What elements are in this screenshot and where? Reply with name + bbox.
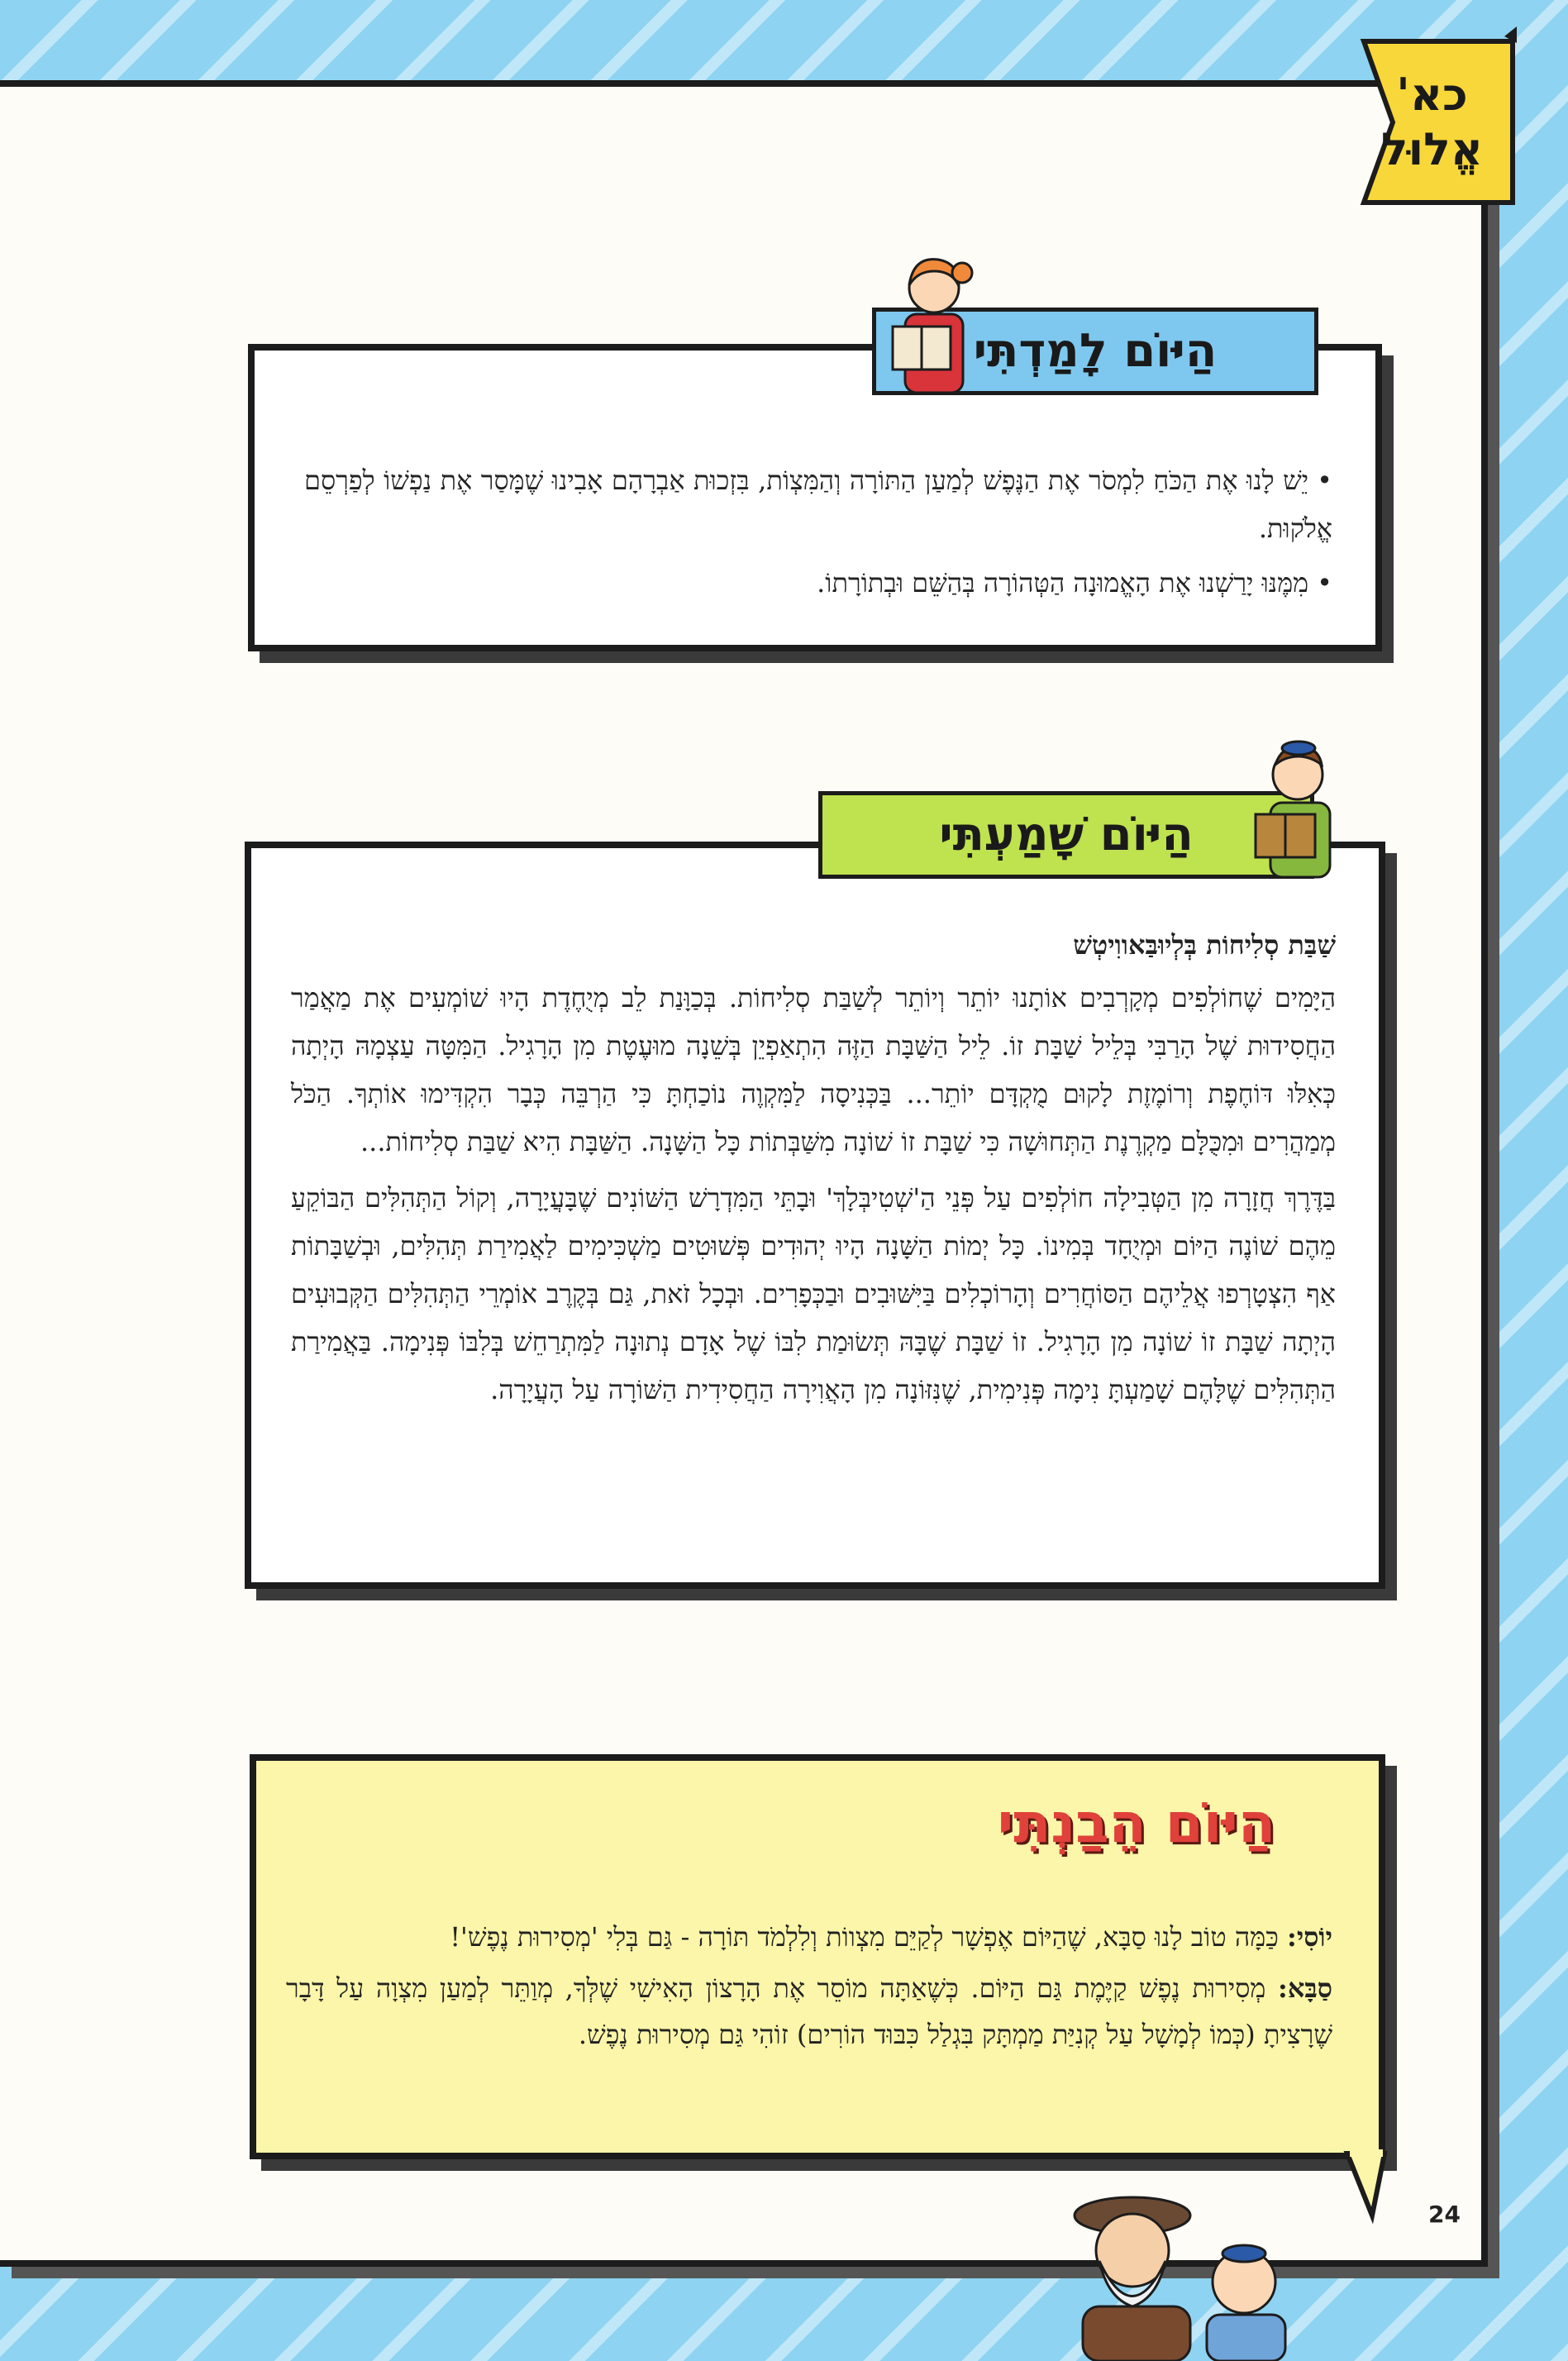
dialogue-text: מְסִירוּת נֶפֶשׁ קַיֶּמֶת גַּם הַיּוֹם. כְּשֶׁאַתָּה מוֹסֵר אֶת הָרָצוֹן הָאִישִׁי שֶׁלְּךָ, מְוַתֵּר לְמַעַן מִצְוָה עַל דָּבָר שֶׁרָצִיתָ (כְּמוֹ לְמָשָׁל עַל קְנִיַּת מַמְתָּק בִּגְלַל כִּבּוּד הוֹרִים) זוֹהִי גַּם מְסִירוּת נֶפֶשׁ. [286, 1972, 1332, 2050]
learned-bullets [304, 456, 1332, 613]
bullet-icon: • [1317, 465, 1332, 496]
date-day: כא' [1396, 69, 1468, 121]
heard-title: הַיּוֹם שָׁמַעְתִּי [939, 808, 1194, 861]
list-item [304, 559, 1332, 607]
heard-box [245, 842, 1385, 1589]
understood-title: הַיּוֹם הֵבַנְתִּי [997, 1791, 1276, 1855]
page-number: 24 [1428, 2201, 1461, 2228]
learned-title: הַיּוֹם לָמַדְתִּי [973, 324, 1218, 378]
heard-title-banner [818, 791, 1314, 879]
date-ribbon-text [1364, 68, 1500, 177]
bullet-icon: • [1317, 567, 1332, 599]
grandfather-and-boy-icon [1066, 2182, 1306, 2361]
list-item [304, 456, 1332, 552]
dialogue-line [286, 1965, 1332, 2058]
story-paragraph: בַּדֶּרֶךְ חֲזָרָה מִן הַטְּבִילָה חוֹלְפִים עַל פְּנֵי הַ'שְׁטִיבְּלָךְ' וּבָתֵּי הַמִּדְרָשׁ הַשּׁוֹנִים שֶׁבָּעֲיָרָה, וְקוֹל הַתְּהִלִּים הַבּוֹקֵעַ מֵהֶם שׁוֹנֶה הַיּוֹם וּמְיֻחָד בְּמִינוֹ. כָּל יְמוֹת הַשָּׁנָה הָיוּ יְהוּדִים פְּשׁוּטִים מַשְׁכִּימִים לַאֲמִירַת תְּהִלִּים, וּבְשַׁבָּתוֹת אַף הִצְטָרְפוּ אֲלֵיהֶם הַסּוֹחֲרִים וְהָרוֹכְלִים בַּיִּשּׁוּבִים וּבַכְּפָרִים. וּבְכָל זֹאת, גַּם בְּקֶרֶב אוֹמְרֵי הַתְּהִלִּים הַקְּבוּעִים הָיְתָה שַׁבָּת זוֹ שׁוֹנָה מִן הָרָגִיל. זוֹ שַׁבָּת שֶׁבָּהּ תְּשׂוּמַת לִבּוֹ שֶׁל אָדָם נְתוּנָה לַמִּתְרַחֵשׁ בְּלִבּוֹ פְּנִימָה. בַּאֲמִירַת הַתְּהִלִּים שֶׁלָּהֶם שָׁמַעְתָּ נִימָה פְּנִימִית, שֶׁנִּזּוֹנָה מִן הָאֲוִירָה הַחֲסִידִית הַשּׁוֹרָה עַל הָעֲיָרָה. [291, 1182, 1337, 1405]
boy-reading-icon [1244, 732, 1351, 880]
dialogue [286, 1914, 1332, 2063]
speaker-name: סַבָּא: [1278, 1972, 1332, 2004]
bullet-text: יֵשׁ לָנוּ אֶת הַכֹּחַ לִמְסֹר אֶת הַנֶּפֶשׁ לְמַעַן הַתּוֹרָה וְהַמִּצְוֹת, בִּזְכוּת אַבְרָהָם אָבִינוּ שֶׁמָּסַר אֶת נַפְשׁוֹ לְפַרְסֵם אֱלֹקוּת. [304, 465, 1332, 544]
dialogue-text: כַּמָּה טוֹב לָנוּ סַבָּא, שֶׁהַיּוֹם אֶפְשָׁר לְקַיֵּם מִצְווֹת וְלִלְמֹד תּוֹרָה - גַּם בְּלִי 'מְסִירוּת נֶפֶשׁ'! [450, 1921, 1279, 1953]
speaker-name: יוֹסִי: [1287, 1921, 1332, 1953]
story-heading: שַׁבַּת סְלִיחוֹת בְּלְיוּבַּאווִיטְשׁ [1073, 929, 1336, 961]
story-paragraph: הַיָּמִים שֶׁחוֹלְפִים מְקָרְבִים אוֹתָנוּ יוֹתֵר וְיוֹתֵר לְשַׁבַּת סְלִיחוֹת. בְּכַוָּנַת לֵב מְיֻחֶדֶת הָיוּ שׁוֹמְעִים אֶת מַאֲמַר הַחֲסִידוּת שֶׁל הָרַבִּי בְּלֵיל שַׁבָּת זוֹ. לֵיל הַשַּׁבָּת הַזֶּה הִתְאַפְיֵן בְּשֵׁנָה מוּעֶטֶת מִן הָרָגִיל. הַמִּטָּה עַצְמָהּ הָיְתָה כְּאִלּוּ דּוֹחֶפֶת וְרוֹמֶזֶת לָקוּם מֻקְדָּם יוֹתֵר... בַּכְּנִיסָה לַמִּקְוֶה נוֹכַחְתָּ כִּי הַרְבֵּה כְּבָר הִקְדִּימוּ אוֹתְךָ. הַכֹּל מְמַהֲרִים וּמִכֻּלָּם מַקְרֶנֶת הַתְּחוּשָׁה כִּי שַׁבָּת זוֹ שׁוֹנָה מִשַּׁבְּתוֹת כָּל הַשָּׁנָה. הַשַּׁבָּת הִיא שַׁבַּת סְלִיחוֹת... [291, 982, 1336, 1157]
heard-content [291, 924, 1336, 1422]
dialogue-line [286, 1914, 1332, 1960]
date-month: אֱלוּל [1380, 123, 1484, 175]
speech-tail-icon [1343, 2149, 1393, 2224]
bullet-text: מִמֶּנּוּ יָרַשְׁנוּ אֶת הָאֱמוּנָה הַטְּהוֹרָה בְּהַשֵּׁם וּבְתוֹרָתוֹ. [817, 567, 1309, 599]
girl-reading-icon [876, 248, 984, 397]
